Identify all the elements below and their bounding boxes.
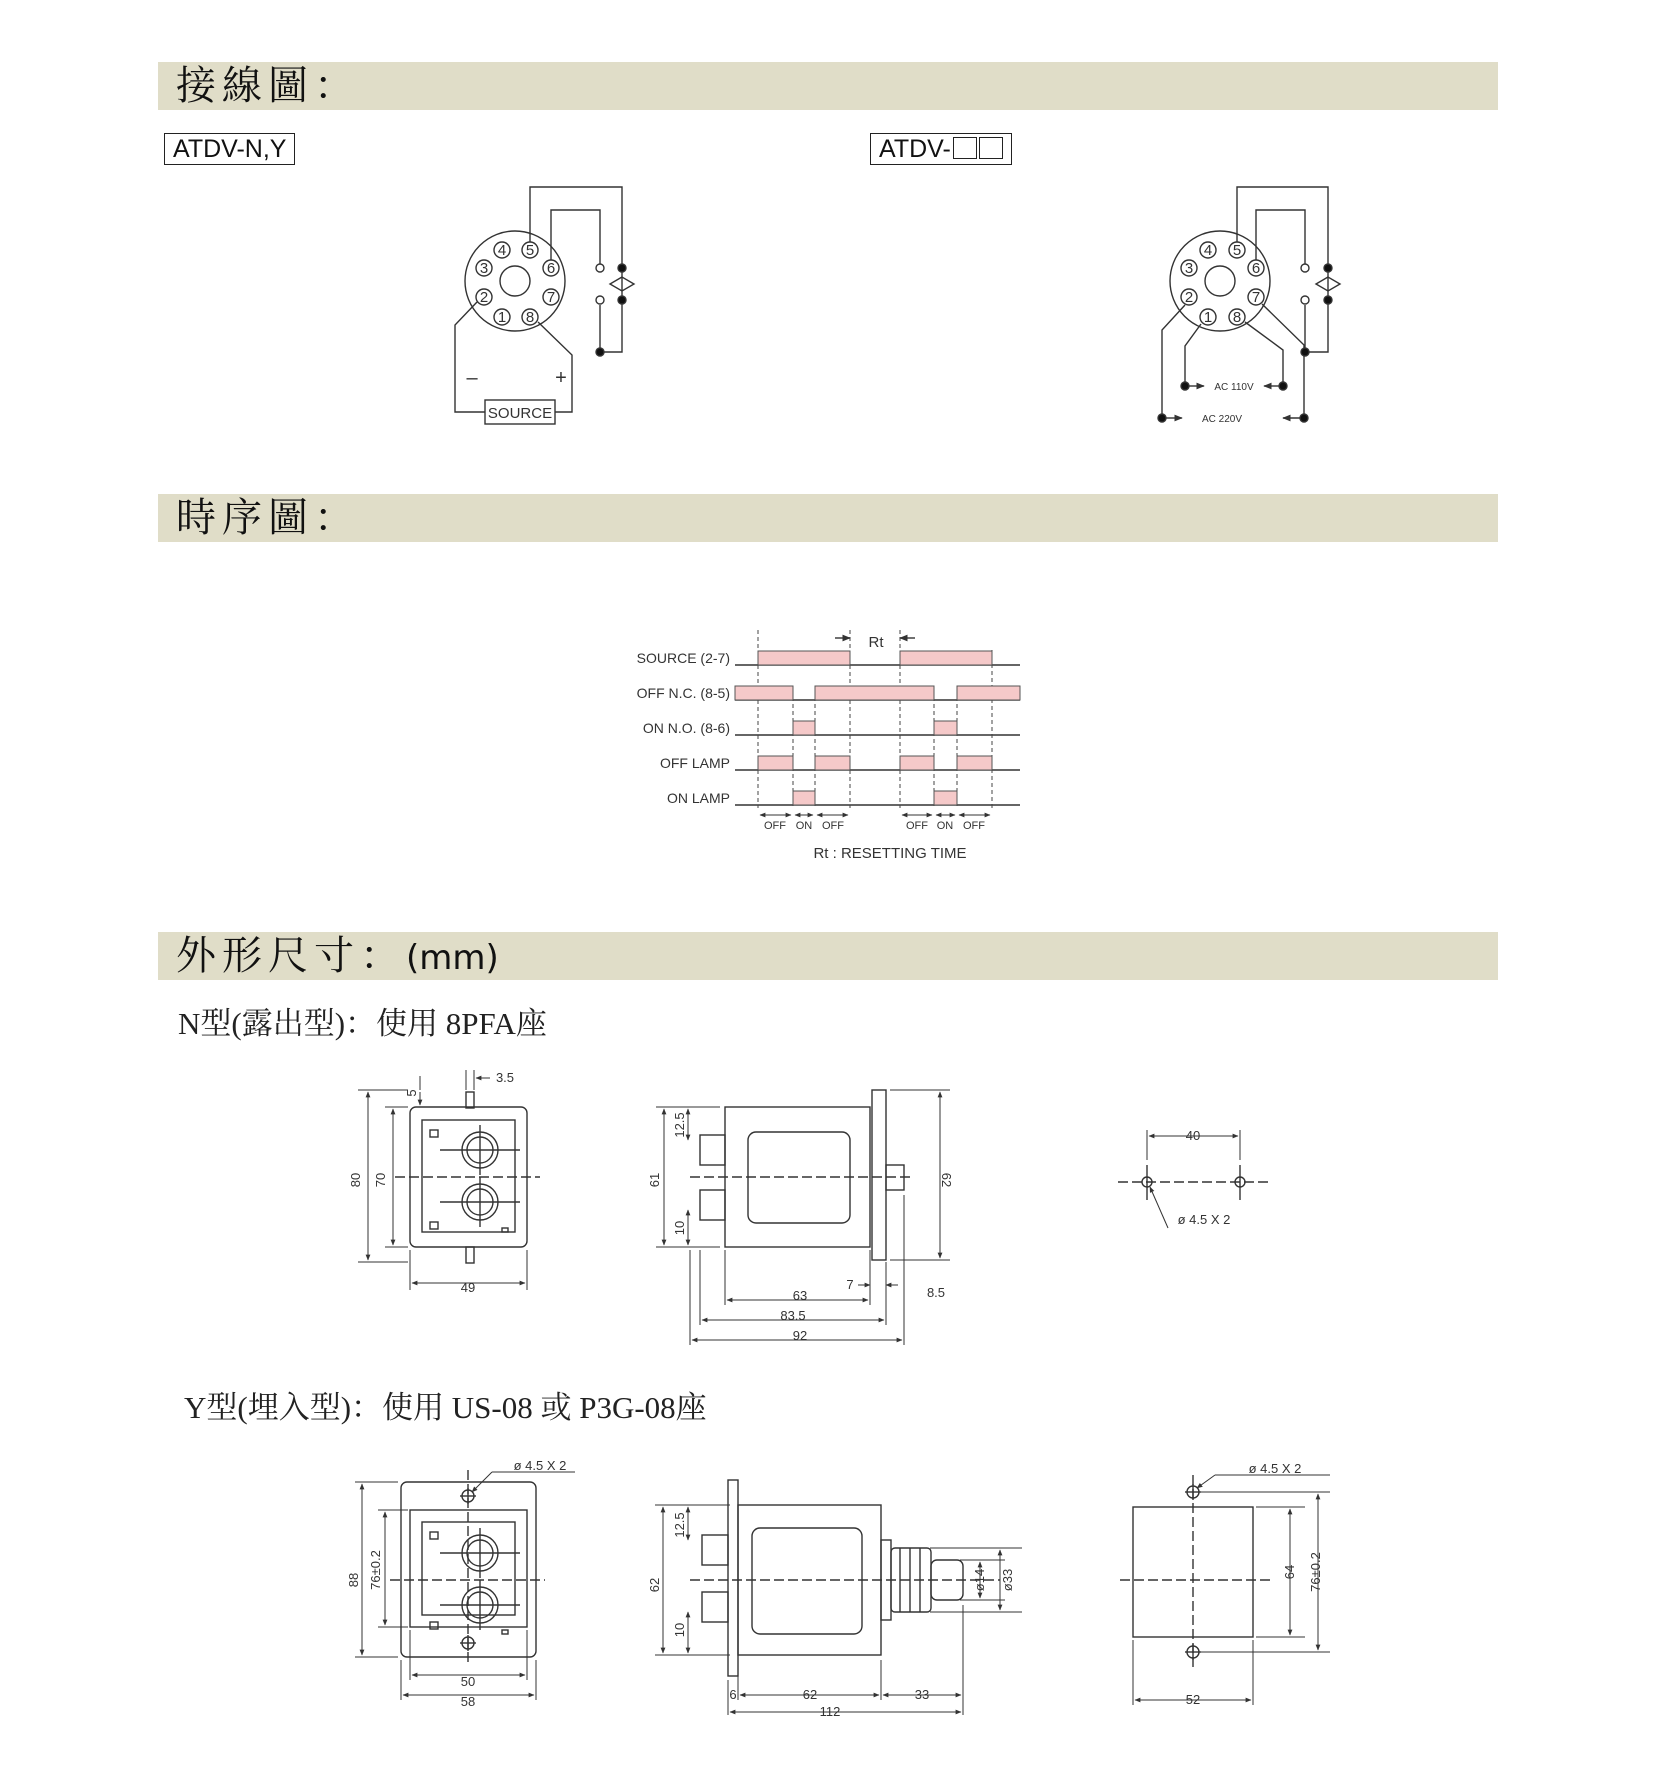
dim-label: ø 4.5 X 2 bbox=[1248, 1461, 1302, 1476]
dim-label: ø 4.5 X 2 bbox=[513, 1458, 567, 1473]
dim-label: ø33 bbox=[1000, 1568, 1015, 1592]
timing-row-off-lamp: OFF LAMP bbox=[659, 755, 730, 771]
pin-label: 1 bbox=[1203, 309, 1213, 326]
timing-caption: Rt : RESETTING TIME bbox=[813, 845, 967, 862]
dim-label: 3.5 bbox=[495, 1070, 515, 1085]
dim-label: 50 bbox=[460, 1674, 476, 1689]
timing-row-on-no: ON N.O. (8-6) bbox=[642, 720, 730, 736]
pin-label: 8 bbox=[1232, 309, 1242, 326]
pin-label: 1 bbox=[497, 309, 507, 326]
timing-row-off-nc: OFF N.C. (8-5) bbox=[636, 685, 730, 701]
timing-row-on-lamp: ON LAMP bbox=[666, 790, 730, 806]
dim-label: 6 bbox=[729, 1687, 737, 1702]
dim-label: 70 bbox=[373, 1172, 388, 1188]
dim-label: 52 bbox=[1185, 1692, 1201, 1707]
timing-bottom-label: OFF bbox=[906, 820, 928, 832]
timing-bottom-label: OFF bbox=[822, 820, 844, 832]
n-type-side-view bbox=[656, 1090, 950, 1345]
n-type-title: N型(露出型)：使用 8PFA座 bbox=[178, 1006, 547, 1041]
dim-label: 58 bbox=[460, 1694, 476, 1709]
model-tag-text: ATDV- bbox=[879, 135, 951, 163]
pin-label: 8 bbox=[525, 309, 535, 326]
dim-label: 61 bbox=[647, 1172, 662, 1188]
rt-label: Rt bbox=[868, 634, 884, 651]
pin-label: 4 bbox=[1203, 242, 1213, 259]
section-title-wiring: 接線圖： bbox=[176, 63, 360, 109]
ac110-label: AC 110V bbox=[1214, 382, 1254, 393]
dimensions-title-text: 外形尺寸： bbox=[176, 933, 406, 979]
dimensions-unit: (mm) bbox=[406, 938, 499, 978]
y-type-front-view bbox=[355, 1470, 575, 1700]
pin-label: 3 bbox=[1184, 260, 1194, 277]
section-title-timing: 時序圖： bbox=[176, 495, 360, 541]
dim-label: 76±0.2 bbox=[368, 1550, 383, 1590]
ac220-label: AC 220V bbox=[1201, 414, 1243, 425]
dim-label: 62 bbox=[802, 1687, 818, 1702]
pin-label: 2 bbox=[1184, 289, 1194, 306]
y-type-title: Y型(埋入型)：使用 US-08 或 P3G-08座 bbox=[184, 1390, 707, 1425]
socket-key bbox=[500, 266, 530, 296]
timing-bottom-label: OFF bbox=[764, 820, 786, 832]
pin-label: 5 bbox=[1232, 242, 1242, 259]
dim-label: ø14 bbox=[972, 1568, 987, 1592]
pin-label: 4 bbox=[497, 242, 507, 259]
pin-label: 2 bbox=[479, 289, 489, 306]
dim-label: 62 bbox=[647, 1577, 662, 1593]
source-label: SOURCE bbox=[487, 405, 553, 422]
dim-label: 5 bbox=[404, 1089, 419, 1097]
pin-label: 7 bbox=[1251, 289, 1261, 306]
timing-bottom-label: OFF bbox=[963, 820, 985, 832]
dim-label: 112 bbox=[819, 1704, 841, 1719]
y-type-side-view bbox=[655, 1480, 1022, 1715]
socket-outline bbox=[465, 231, 565, 331]
timing-bottom-label: ON bbox=[936, 820, 954, 832]
dim-label: 10 bbox=[672, 1622, 687, 1638]
dim-label: 7 bbox=[846, 1277, 854, 1292]
dim-label: 83.5 bbox=[780, 1308, 806, 1323]
dim-label: 76±0.2 bbox=[1308, 1552, 1323, 1592]
pin-label: 5 bbox=[525, 242, 535, 259]
pin-label: 6 bbox=[546, 260, 556, 277]
dim-label: 92 bbox=[792, 1328, 808, 1343]
pin-label: 7 bbox=[546, 289, 556, 306]
timing-bottom-label: ON bbox=[795, 820, 813, 832]
dim-label: 12.5 bbox=[672, 1112, 687, 1138]
timing-row-source: SOURCE (2-7) bbox=[636, 650, 730, 666]
dim-label: 64 bbox=[1282, 1564, 1297, 1580]
dim-label: ø 4.5 X 2 bbox=[1177, 1212, 1231, 1227]
pin-label: 3 bbox=[479, 260, 489, 277]
dim-label: 33 bbox=[914, 1687, 930, 1702]
dim-label: 10 bbox=[672, 1220, 687, 1236]
pin-label: 6 bbox=[1251, 260, 1261, 277]
y-type-cutout bbox=[1120, 1475, 1330, 1705]
dim-label: 40 bbox=[1185, 1128, 1201, 1143]
dim-label: 63 bbox=[792, 1288, 808, 1303]
dim-label: 12.5 bbox=[672, 1512, 687, 1538]
dim-label: 8.5 bbox=[926, 1285, 946, 1300]
dim-label: 80 bbox=[348, 1172, 363, 1188]
dim-label: 88 bbox=[346, 1572, 361, 1588]
plus-sign: + bbox=[555, 367, 567, 389]
model-tag-atdv-ny: ATDV-N,Y bbox=[164, 133, 295, 165]
minus-sign: – bbox=[466, 367, 478, 389]
dim-label: 49 bbox=[460, 1280, 476, 1295]
dim-label: 62 bbox=[939, 1172, 954, 1188]
timing-chart bbox=[735, 630, 1020, 815]
